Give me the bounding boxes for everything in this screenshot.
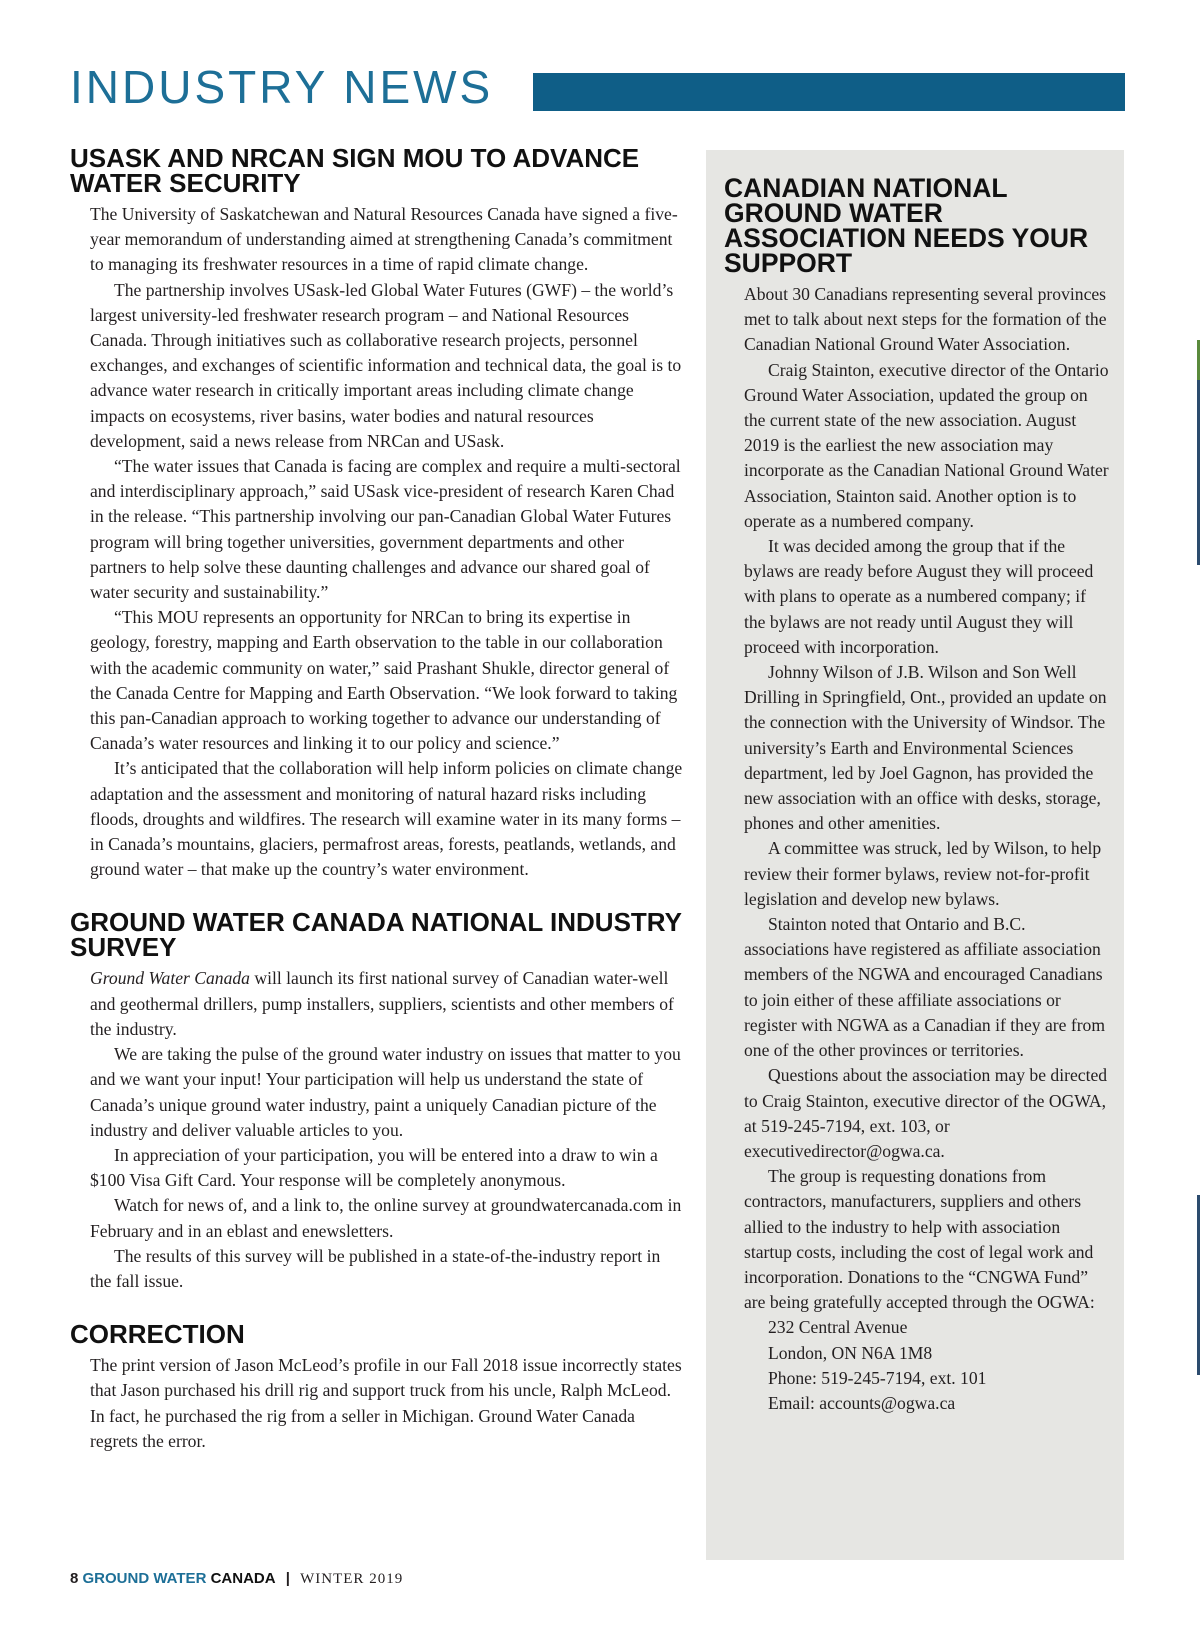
sidebar-paragraph: Questions about the association may be directed to Craig Stainton, executive director of the OGWA, at 519-245-7194, ext. 103, or executivedirector@ogwa.ca. [744,1065,1108,1161]
article-body [70,1353,685,1454]
sidebar-paragraph: A committee was struck, led by Wilson, to help review their former bylaws, review not-for-profit legislation and develop new bylaws. [744,838,1102,909]
article-body [70,966,685,1294]
sidebar-box [706,150,1124,1560]
sidebar-body [724,282,1110,1416]
article-paragraph: The print version of Jason McLeod’s profile in our Fall 2018 issue incorrectly states that Jason purchased his drill rig and support truck from his uncle, Ralph McLeod. In fact, he purchased the rig from a seller in Michigan. Ground Water Canada regrets the error. [90,1355,682,1451]
publication-name: Ground Water Canada [90,968,250,989]
article-paragraph: Watch for news of, and a link to, the online survey at groundwatercanada.com in February and in an eblast and enewsletters. [90,1195,682,1241]
sidebar-paragraph: About 30 Canadians representing several provinces met to talk about next steps for the formation of the Canadian National Ground Water Association. [744,284,1107,355]
header-bar [533,73,1125,111]
article-paragraph: The University of Saskatchewan and Natural Resources Canada have signed a five-year memorandum of understanding aimed at strengthening Canada’s commitment to managing its freshwater resources in a time of rapid climate change. [90,204,678,275]
publication-name-part: CANADA [210,1570,276,1587]
article-headline: USASK AND NRCAN SIGN MOU TO ADVANCE WATER SECURITY [70,143,640,198]
article-correction [70,1319,685,1454]
article-national-survey [70,907,685,1294]
article-paragraph: In appreciation of your participation, you will be entered into a draw to win a $100 Visa Gift Card. Your response will be completely anonymous. [90,1144,658,1191]
article-paragraph: “This MOU represents an opportunity for NRCan to bring its expertise in geology, forestry, mapping and Earth observation to the table in our collaboration with the academic community on water,” said Prashant Shukle, director general of the Canada Centre for Mapping and Earth Observation. “We look forward to taking this pan-Canadian approach to working together to advance our understanding of Canada’s water resources and linking it to our policy and science.” [90,607,678,754]
issue-label: WINTER 2019 [300,1571,404,1587]
page-footer [70,1570,403,1588]
article-body [70,202,685,882]
paragraph-text: will launch its first national survey of Canadian water-well and geothermal drillers, pump installers, suppliers, scientists and other members of the industry. [90,968,674,1039]
section-title: INDUSTRY NEWS [70,61,494,113]
article-paragraph: The results of this survey will be published in a state-of-the-industry report in the fall issue. [90,1245,661,1291]
footer-separator: | [285,1570,290,1587]
sidebar-paragraph: The group is requesting donations from contractors, manufacturers, suppliers and others allied to the industry to help with association startup costs, including the cost of legal work and incorporation. Donations to the “CNGWA Fund” are being gratefully accepted through the OGWA: [744,1166,1095,1313]
address-line: 232 Central Avenue [768,1317,908,1338]
sidebar-paragraph: It was decided among the group that if the bylaws are ready before August they will proceed with plans to operate as a numbered company; if the bylaws are not ready until August they will proceed with incorporation. [744,536,1094,657]
phone-line: Phone: 519-245-7194, ext. 101 [768,1367,987,1388]
page-number: 8 [70,1570,79,1587]
article-paragraph: “The water issues that Canada is facing are complex and require a multi-sectoral and interdisciplinary approach,” said USask vice-president of research Karen Chad in the release. “This partnership involving our pan-Canadian Global Water Futures program will bring together universities, government departments and other partners to help solve these daunting challenges and advance our shared goal of water security and sustainability.” [90,456,681,603]
address-line: London, ON N6A 1M8 [768,1342,933,1363]
mailing-address [744,1315,1110,1416]
main-column [70,143,685,1454]
article-usask-nrcan [70,143,685,882]
sidebar-paragraph: Craig Stainton, executive director of the Ontario Ground Water Association, updated the group on the current state of the new association. August 2019 is the earliest the new association may incorporate as the Canadian National Ground Water Association, Stainton said. Another option is to operate as a numbered company. [744,359,1109,531]
section-header [70,58,1125,118]
article-paragraph: The partnership involves USask-led Global Water Futures (GWF) – the world’s largest university-led freshwater research program – and National Resources Canada. Through initiatives such as collaborative research projects, personnel exchanges, and exchanges of scientific information and technical data, the goal is to advance water research in critically important areas including climate change impacts on ecosystems, river basins, water bodies and natural resources development, said a news release from NRCan and USask. [90,279,682,451]
sidebar-paragraph: Stainton noted that Ontario and B.C. associations have registered as affiliate association members of the NGWA and encouraged Canadians to join either of these affiliate associations or register with NGWA as a Canadian if they are from one of the other provinces or territories. [744,914,1106,1061]
sidebar-paragraph: Johnny Wilson of J.B. Wilson and Son Well Drilling in Springfield, Ont., provided an update on the connection with the University of Windsor. The university’s Earth and Environmental Sciences department, led by Joel Gagnon, has provided the new association with an office with desks, storage, phones and other amenities. [744,662,1107,834]
article-paragraph: It’s anticipated that the collaboration will help inform policies on climate change adaptation and the assessment and monitoring of natural hazard risks including floods, droughts and wildfires. The research will examine water in its many forms – in Canada’s mountains, glaciers, permafrost areas, forests, peatlands, wetlands, and ground water – that make up the country’s water environment. [90,758,683,880]
article-headline: GROUND WATER CANADA NATIONAL INDUSTRY SURVEY [70,907,682,963]
publication-name-part: GROUND WATER [82,1570,207,1587]
article-headline: CORRECTION [70,1319,245,1350]
article-paragraph [90,966,685,1042]
article-paragraph: We are taking the pulse of the ground water industry on issues that matter to you and we want your input! Your participation will help us understand the state of Canada’s unique ground water industry, paint a uniquely Canadian picture of the industry and deliver valuable articles to you. [90,1044,681,1140]
email-line: Email: accounts@ogwa.ca [768,1392,956,1413]
sidebar-headline: CANADIAN NATIONAL GROUND WATER ASSOCIATION NEEDS YOUR SUPPORT [724,173,1089,278]
